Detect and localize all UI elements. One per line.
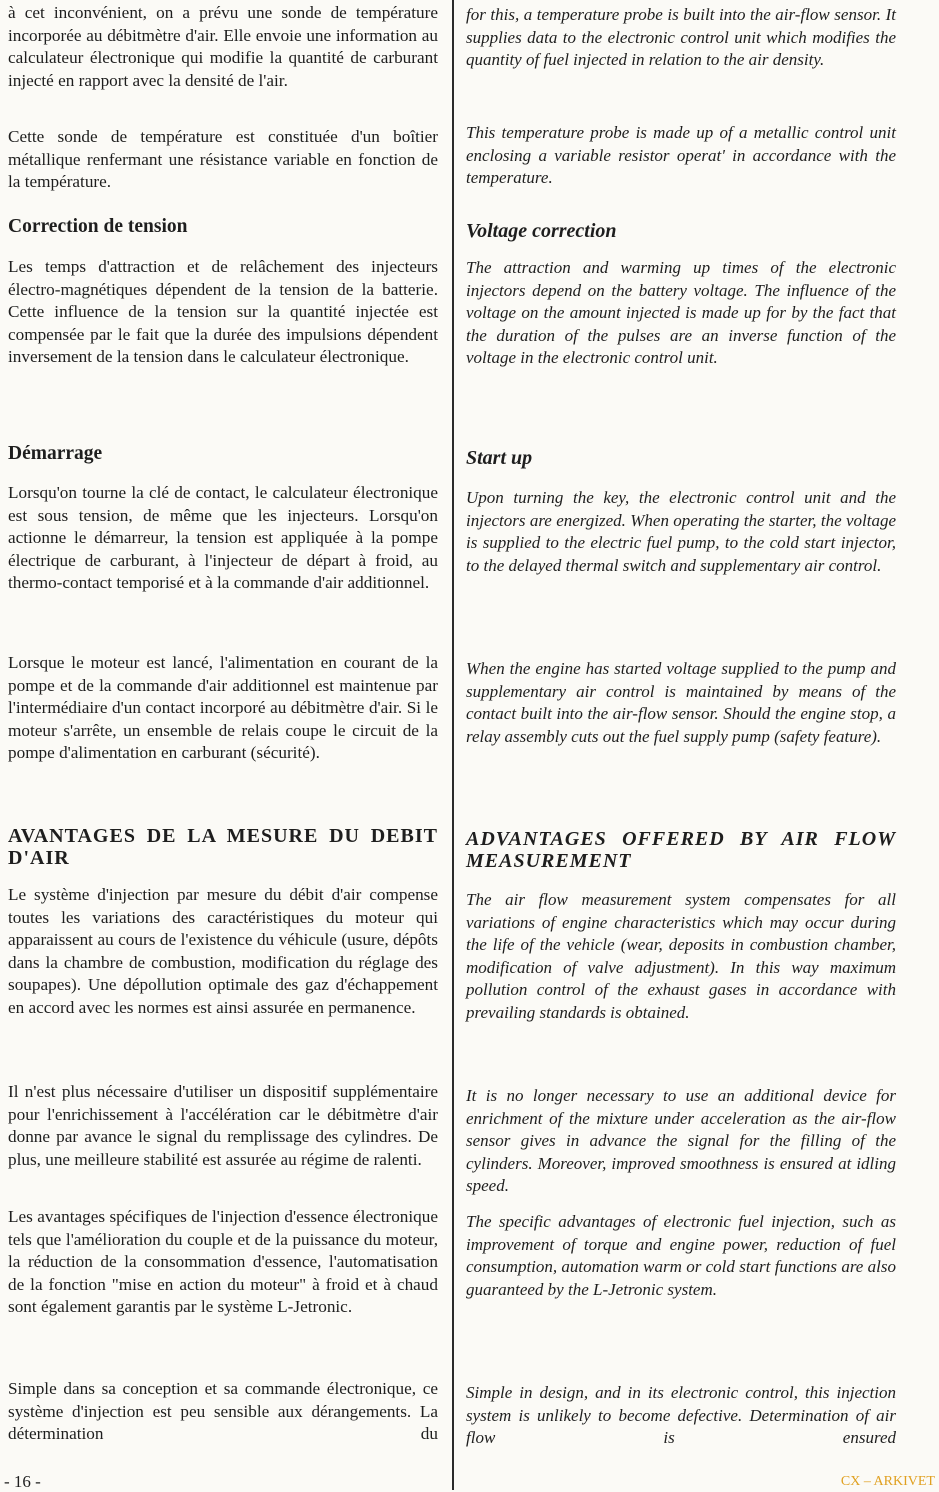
paragraph-systeme: Le système d'injection par mesure du débit d'air compense toutes les variations des caractéristiques du moteur qui apparaissent au cours de l'existence du véhicule (usure, dépôts dans la chambre de combustion, modification du réglage des soupapes). Une dépollution optimale des gaz d'échappement en accord avec les normes est ainsi assurée en permanence. — [8, 885, 438, 1017]
french-moteur-block — [8, 652, 438, 765]
section-voltage — [466, 219, 896, 243]
paragraph-intro-en: for this, a temperature probe is built into the air-flow sensor. It supplies data to the electronic control unit which modifies the quantity of fuel injected in relation to the air density. — [466, 5, 896, 70]
paragraph-tension: Les temps d'attraction et de relâchement des injecteurs électro-magnétiques dépendent de la tension de la batterie. Cette influence de la tension sur la quantité injectée est compensée par le fait que la durée des impulsions dépendent inversement de la tension dans le calculateur électronique. — [8, 257, 438, 367]
french-demarrage-block — [8, 482, 438, 595]
heading-correction-tension: Correction de tension — [8, 216, 188, 237]
english-intro-block — [466, 4, 896, 72]
french-intro-block — [8, 2, 438, 92]
section-advantages — [466, 828, 896, 872]
french-specifiques-block — [8, 1206, 438, 1319]
paragraph-voltage: The attraction and warming up times of the electronic injectors depend on the battery voltage. The influence of the voltage on the amount injected is made up for by the fact that the duration of the pulses are an inverse function of the voltage in the electronic control unit. — [466, 258, 896, 368]
paragraph-specific: The specific advantages of electronic fuel injection, such as improvement of torque and engine power, reduction of fuel consumption, automation warm or cold start functions are also guaranteed by the L-Jetronic system. — [466, 1212, 896, 1299]
paragraph-engine: When the engine has started voltage supplied to the pump and supplementary air control is maintained by means of the contact built into the air-flow sensor. Should the engine stop, a relay assembly cuts out the fuel supply pump (safety feature). — [466, 659, 896, 746]
paragraph-startup: Upon turning the key, the electronic control unit and the injectors are energized. When operating the starter, the voltage is supplied to the electric fuel pump, to the cold start injector, to the delayed thermal switch and supplementary air control. — [466, 488, 896, 575]
french-tension-block — [8, 256, 438, 369]
english-specific-block — [466, 1211, 896, 1301]
heading-advantages: ADVANTAGES OFFERED BY AIR FLOW MEASUREMENT — [466, 828, 896, 872]
paragraph-dispositif: Il n'est plus nécessaire d'utiliser un dispositif supplémentaire pour l'enrichissement à l'accélération car le débitmètre d'air donne par avance le signal du remplissage des cylindres. De plus, une meilleure stabilité est assurée au régime de ralenti. — [8, 1082, 438, 1169]
french-sonde-block — [8, 126, 438, 194]
english-engine-block — [466, 658, 896, 748]
french-systeme-block — [8, 884, 438, 1020]
page-number: - 16 - — [4, 1472, 41, 1491]
heading-start-up: Start up — [466, 447, 533, 469]
paragraph-demarrage: Lorsqu'on tourne la clé de contact, le calculateur électronique est sous tension, de même que les injecteurs. Lorsqu'on actionne le démarreur, la tension est appliquée à la pompe électrique de carburant, à l'injecteur de départ à froid, au thermo-contact temporisé et à la commande d'air additionnel. — [8, 483, 438, 593]
english-simple-block — [466, 1382, 896, 1450]
paragraph-moteur: Lorsque le moteur est lancé, l'alimentation en courant de la pompe et de la commande d'air additionnel est maintenue par l'intermédiaire d'un contact incorporé au débitmètre d'air. Si le moteur s'arrête, un ensemble de relais coupe le circuit de la pompe d'alimentation en carburant (sécurité). — [8, 653, 438, 763]
english-system-block — [466, 889, 896, 1025]
section-avantages — [8, 825, 438, 869]
paragraph-simple: Simple dans sa conception et sa commande électronique, ce système d'injection est peu sensible aux dérangements. La détermination du — [8, 1379, 438, 1444]
heading-demarrage: Démarrage — [8, 443, 103, 464]
section-demarrage — [8, 442, 438, 466]
paragraph-specifiques: Les avantages spécifiques de l'injection d'essence électronique tels que l'amélioration du couple et de la puissance du moteur, la réduction de la consommation d'essence, l'automatisation de la fonction "mise en action du moteur" à froid et à chaud sont également garantis par le système L-Jetronic. — [8, 1207, 438, 1317]
section-startup — [466, 446, 896, 470]
paragraph-system: The air flow measurement system compensates for all variations of engine characteristics which may occur during the life of the vehicle (wear, deposits in combustion chamber, modification of valve adjustment). In this way maximum pollution control of the exhaust gases in accordance with prevailing standards is obtained. — [466, 890, 896, 1022]
paragraph-device: It is no longer necessary to use an additional device for enrichment of the mixture under acceleration as the air-flow sensor gives in advance the signal for the filling of the cylinders. Moreover, improved smoothness is ensured at idling speed. — [466, 1086, 896, 1196]
french-dispositif-block — [8, 1081, 438, 1171]
english-device-block — [466, 1085, 896, 1198]
column-divider — [452, 0, 454, 1490]
paragraph-simple-en: Simple in design, and in its electronic control, this injection system is unlikely to become defective. Determination of air flow is ensured — [466, 1383, 896, 1448]
english-voltage-block — [466, 257, 896, 370]
paragraph-probe: This temperature probe is made up of a metallic control unit enclosing a variable resistor operat' in accordance with the temperature. — [466, 123, 896, 188]
heading-voltage-correction: Voltage correction — [466, 220, 617, 242]
english-startup-block — [466, 487, 896, 577]
english-probe-block — [466, 122, 896, 190]
paragraph-sonde: Cette sonde de température est constituée d'un boîtier métallique renfermant une résistance variable en fonction de la température. — [8, 127, 438, 192]
french-simple-block — [8, 1378, 438, 1446]
heading-avantages: AVANTAGES DE LA MESURE DU DEBIT D'AIR — [8, 825, 438, 869]
section-tension — [8, 215, 438, 239]
paragraph-intro: à cet inconvénient, on a prévu une sonde de température incorporée au débitmètre d'air. Elle envoie une information au calculateur électronique qui modifie la quantité de carburant injecté en rapport avec la densité de l'air. — [8, 3, 438, 90]
archive-watermark: CX – ARKIVET — [840, 1474, 935, 1489]
